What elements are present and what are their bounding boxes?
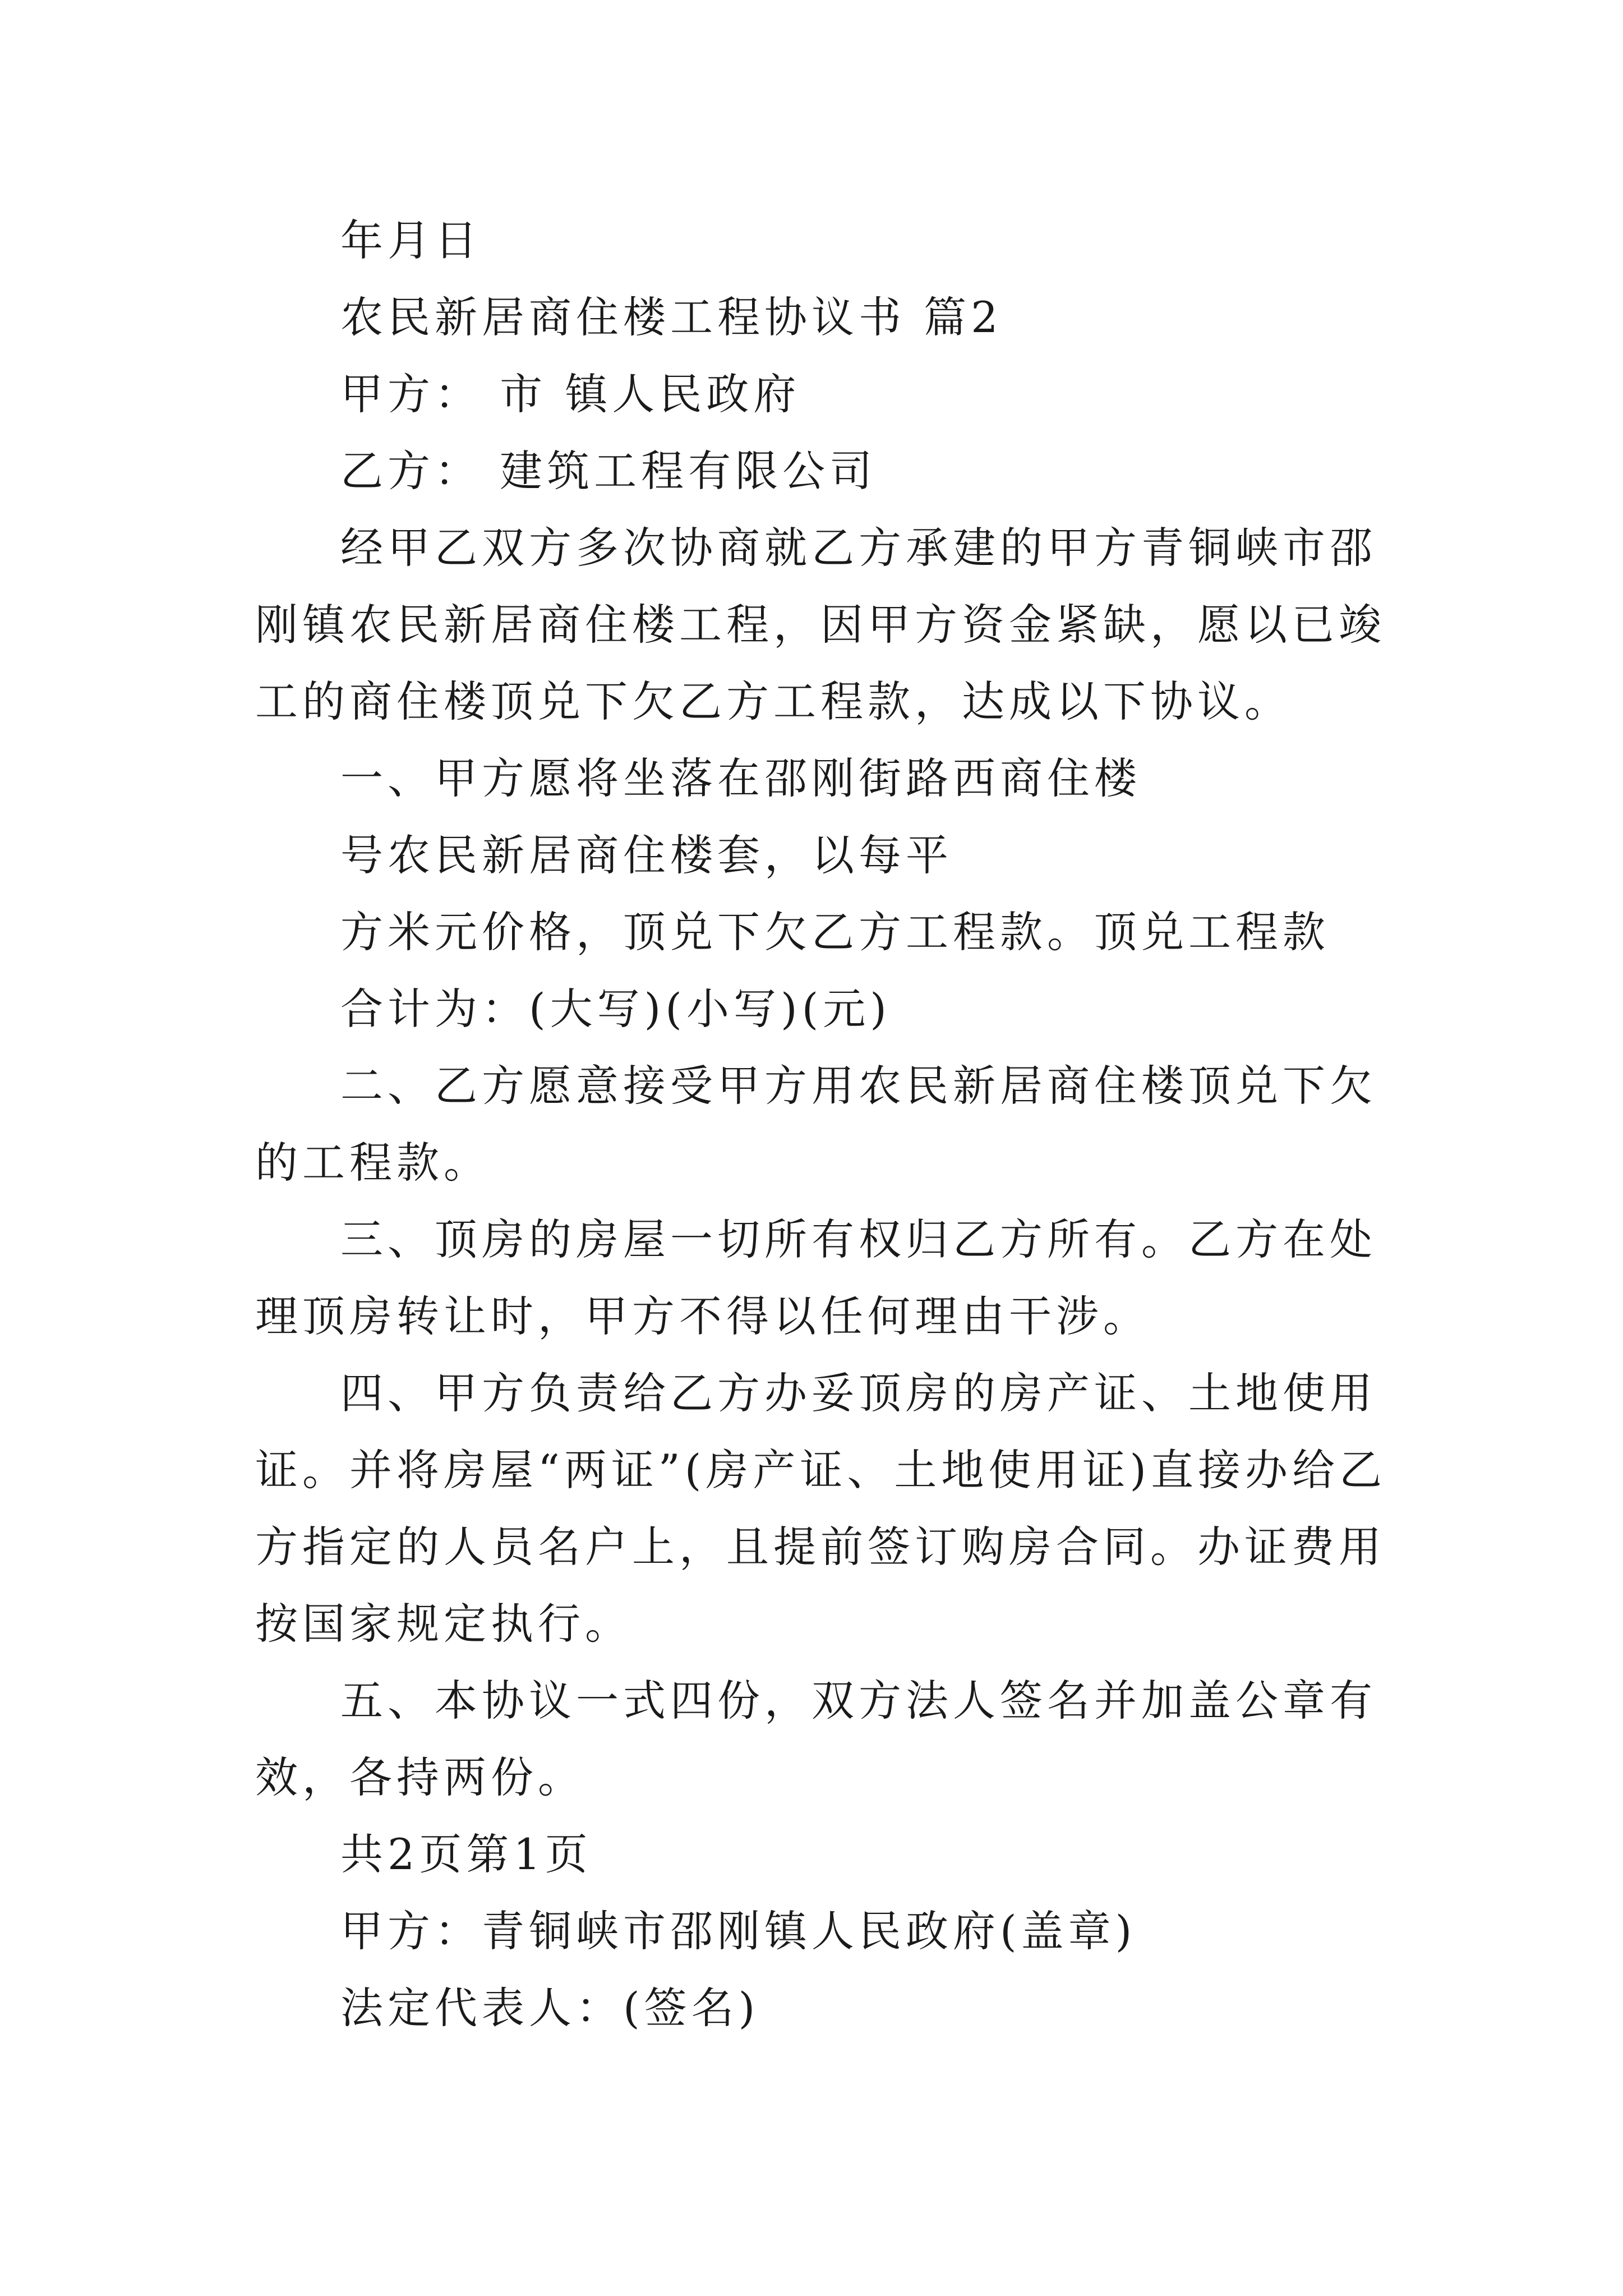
- clause-1-line-4: 合计为：(大写)(小写)(元): [340, 984, 891, 1034]
- clause-1-line-1: 一、甲方愿将坐落在邵刚街路西商住楼: [340, 753, 1141, 803]
- party-a-signature-line: 甲方：青铜峡市邵刚镇人民政府(盖章): [340, 1906, 1137, 1956]
- document-body: [255, 202, 1391, 2046]
- legal-representative-line: 法定代表人：(签名): [340, 1983, 760, 2033]
- clause-3-paragraph: 三、顶房的房屋一切所有权归乙方所有。乙方在处理顶房转让时，甲方不得以任何理由干涉。: [255, 1214, 1377, 1341]
- party-a-line: 甲方： 市 镇人民政府: [340, 369, 801, 419]
- clause-1-line-3: 方米元价格，顶兑下欠乙方工程款。顶兑工程款: [340, 907, 1330, 957]
- clause-2-paragraph: 二、乙方愿意接受甲方用农民新居商住楼顶兑下欠的工程款。: [255, 1061, 1377, 1188]
- party-b-line: 乙方： 建筑工程有限公司: [340, 446, 877, 496]
- clause-1-line-2: 号农民新居商住楼套，以每平: [340, 830, 953, 880]
- agreement-title: 农民新居商住楼工程协议书 篇2: [340, 292, 1003, 342]
- clause-5-paragraph: 五、本协议一式四份，双方法人签名并加盖公章有效，各持两份。: [255, 1676, 1377, 1802]
- intro-paragraph: 经甲乙双方多次协商就乙方承建的甲方青铜峡市邵刚镇农民新居商住楼工程，因甲方资金紧缺，愿以已竣工的商住楼顶兑下欠乙方工程款，达成以下协议。: [255, 523, 1386, 726]
- page-count: 共2页第1页: [340, 1829, 592, 1879]
- date-line: 年月日: [340, 215, 482, 265]
- clause-4-paragraph: 四、甲方负责给乙方办妥顶房的房产证、土地使用证。并将房屋“两证”(房产证、土地使用证)直接办给乙方指定的人员名户上，且提前签订购房合同。办证费用按国家规定执行。: [255, 1368, 1387, 1649]
